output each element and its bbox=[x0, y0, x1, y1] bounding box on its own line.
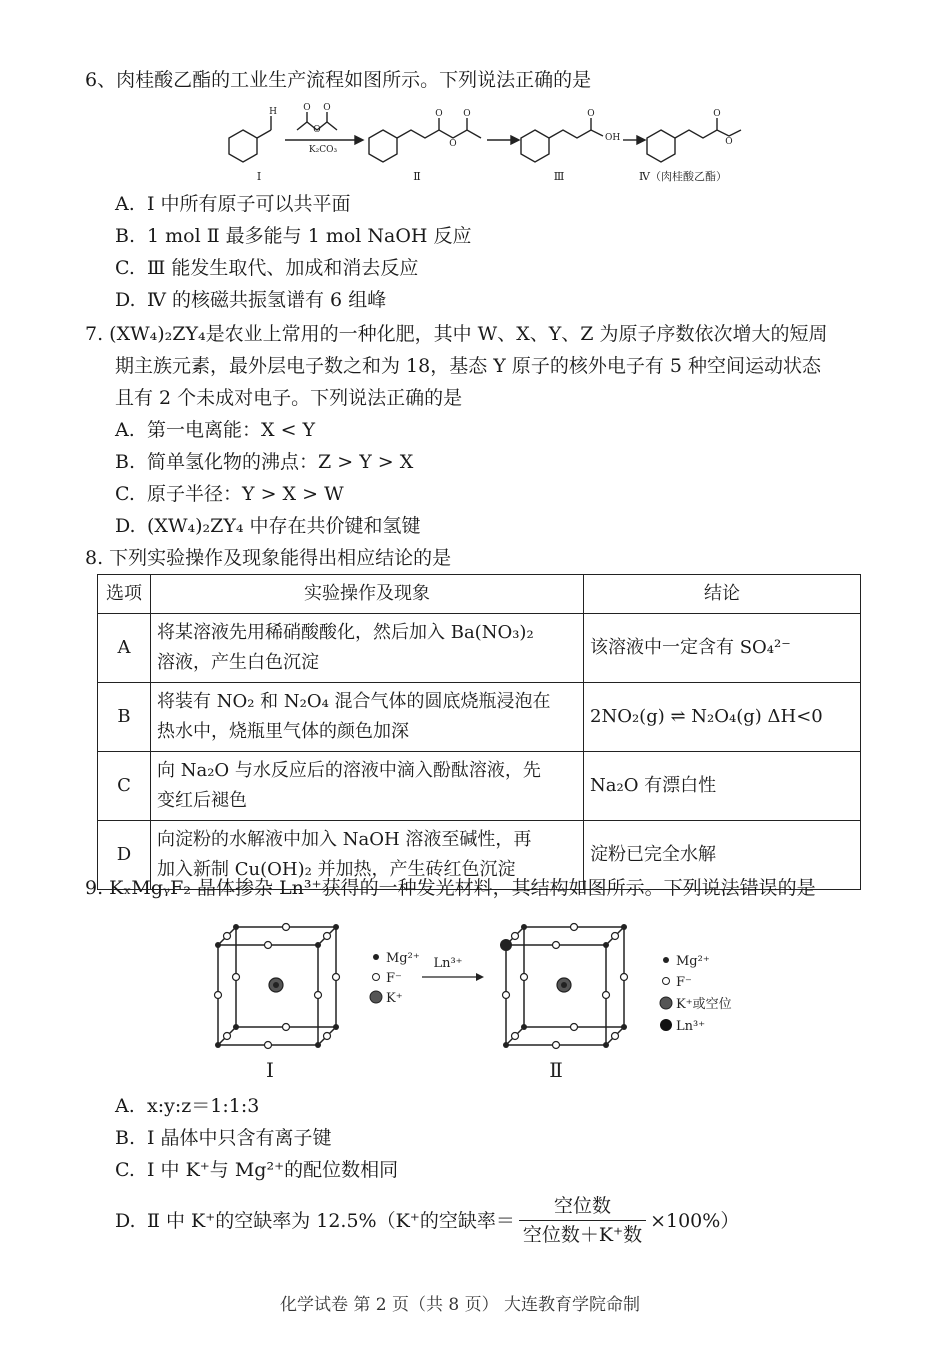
header-operation: 实验操作及现象 bbox=[151, 575, 584, 614]
operation-line: 向淀粉的水解液中加入 NaOH 溶液至碱性，再 bbox=[157, 829, 532, 850]
row-conclusion: 2NO₂(g) ⇌ N₂O₄(g) ΔH<0 bbox=[584, 683, 861, 752]
legend2-f: F⁻ bbox=[676, 975, 692, 990]
header-option: 选项 bbox=[98, 575, 151, 614]
compound-label-2: Ⅱ bbox=[413, 170, 421, 183]
fraction-denominator: 空位数＋K⁺数 bbox=[522, 1224, 643, 1246]
row-option: B bbox=[98, 683, 151, 752]
q6-option-c bbox=[115, 252, 418, 284]
row-option: A bbox=[98, 614, 151, 683]
legend2-mg: Mg²⁺ bbox=[676, 954, 710, 969]
operation-line: 将装有 NO₂ 和 N₂O₄ 混合气体的圆底烧瓶浸泡在 bbox=[157, 691, 551, 712]
oh-label: OH bbox=[605, 133, 621, 143]
svg-text:O: O bbox=[713, 109, 721, 119]
operation-line: 将某溶液先用稀硝酸酸化，然后加入 Ba(NO₃)₂ bbox=[157, 622, 534, 643]
benzene-ring-4 bbox=[647, 130, 675, 162]
row-conclusion: 该溶液中一定含有 SO₄²⁻ bbox=[584, 614, 861, 683]
row-conclusion: 淀粉已完全水解 bbox=[584, 821, 861, 890]
svg-text:O: O bbox=[587, 109, 595, 119]
option-d-prefix: Ⅱ 中 K⁺的空缺率为 12.5%（K⁺的空缺率＝ bbox=[147, 1209, 515, 1232]
q9-option-a bbox=[115, 1090, 259, 1122]
page-footer: 化学试卷 第 2 页（共 8 页） 大连教育学院命制 bbox=[280, 1295, 641, 1315]
option-label: D. bbox=[115, 289, 136, 311]
compound-label-4: Ⅳ（肉桂酸乙酯） bbox=[639, 170, 727, 183]
legend2-k-vacancy: K⁺或空位 bbox=[676, 997, 732, 1012]
row-option: D bbox=[98, 821, 151, 890]
option-label: B. bbox=[115, 225, 136, 247]
option-text: Ⅰ 中 K⁺与 Mg²⁺的配位数相同 bbox=[147, 1159, 399, 1181]
operation-line: 加入新制 Cu(OH)₂ 并加热，产生砖红色沉淀 bbox=[157, 859, 516, 880]
legend1-mg: Mg²⁺ bbox=[386, 951, 420, 966]
svg-text:O: O bbox=[313, 125, 321, 135]
option-text: Ⅲ 能发生取代、加成和消去反应 bbox=[147, 257, 419, 279]
option-label: B. bbox=[115, 1127, 136, 1149]
option-text: Ⅰ 晶体中只含有离子键 bbox=[147, 1127, 332, 1149]
benzene-ring-3 bbox=[521, 130, 549, 162]
option-text: 简单氢化物的沸点：Z > Y > X bbox=[147, 451, 414, 473]
option-text: Ⅰ 中所有原子可以共平面 bbox=[147, 193, 351, 215]
q7-option-c bbox=[115, 478, 344, 510]
vacancy-fraction bbox=[519, 1192, 646, 1249]
fig-label-2: Ⅱ bbox=[549, 1058, 563, 1082]
option-label: C. bbox=[115, 483, 135, 505]
legend2-ln: Ln³⁺ bbox=[676, 1019, 706, 1034]
option-text: (XW₄)₂ZY₄ 中存在共价键和氢键 bbox=[147, 515, 421, 537]
q9-option-d bbox=[115, 1192, 739, 1249]
legend1-f: F⁻ bbox=[386, 971, 402, 986]
q7-stem-line2: 期主族元素，最外层电子数之和为 18，基态 Y 原子的核外电子有 5 种空间运动状态 bbox=[115, 355, 822, 377]
row-operation bbox=[151, 683, 584, 752]
option-label: A. bbox=[115, 193, 135, 215]
option-label: D. bbox=[115, 1209, 136, 1232]
q8-stem: 8. 下列实验操作及现象能得出相应结论的是 bbox=[85, 547, 452, 569]
benzene-ring-1 bbox=[229, 130, 257, 162]
row-conclusion: Na₂O 有漂白性 bbox=[584, 752, 861, 821]
compound-label-3: Ⅲ bbox=[553, 170, 565, 183]
option-label: A. bbox=[115, 1095, 135, 1117]
q7-stem-line3: 且有 2 个未成对电子。下列说法正确的是 bbox=[115, 387, 463, 409]
row-operation bbox=[151, 614, 584, 683]
option-text: x:y:z＝1:1:3 bbox=[147, 1095, 260, 1117]
operation-line: 溶液，产生白色沉淀 bbox=[157, 652, 319, 673]
benzene-ring-2 bbox=[369, 130, 397, 162]
q6-option-a bbox=[115, 188, 351, 220]
q9-stem: 9. KₓMgᵧF₂ 晶体掺杂 Ln³⁺获得的一种发光材料，其结构如图所示。下列说法错误的是 bbox=[85, 877, 816, 899]
q6-option-b bbox=[115, 220, 472, 252]
svg-text:O: O bbox=[449, 139, 457, 149]
q7-option-b bbox=[115, 446, 413, 478]
q9-option-c bbox=[115, 1154, 398, 1186]
svg-text:O: O bbox=[323, 103, 331, 113]
option-text: Ⅳ 的核磁共振氢谱有 6 组峰 bbox=[147, 289, 387, 311]
q6-reaction-scheme bbox=[215, 100, 745, 190]
svg-text:O: O bbox=[725, 137, 733, 147]
option-text: 第一电离能：X < Y bbox=[147, 419, 316, 441]
table-row bbox=[98, 683, 861, 752]
option-label: C. bbox=[115, 257, 135, 279]
option-d-suffix: ×100%） bbox=[650, 1209, 740, 1232]
reagent-label: K₂CO₃ bbox=[308, 145, 338, 155]
legend1-k: K⁺ bbox=[386, 991, 403, 1006]
option-label: C. bbox=[115, 1159, 135, 1181]
header-conclusion: 结论 bbox=[584, 575, 861, 614]
q9-option-b bbox=[115, 1122, 332, 1154]
fraction-numerator: 空位数 bbox=[519, 1192, 646, 1221]
svg-text:O: O bbox=[303, 103, 311, 113]
fig-label-1: Ⅰ bbox=[266, 1058, 274, 1082]
q6-option-d bbox=[115, 284, 386, 316]
svg-text:H: H bbox=[269, 107, 277, 117]
option-label: B. bbox=[115, 451, 136, 473]
row-option: C bbox=[98, 752, 151, 821]
table-header-row bbox=[98, 575, 861, 614]
compound-label-1: Ⅰ bbox=[256, 170, 262, 183]
q7-option-a bbox=[115, 414, 315, 446]
svg-text:O: O bbox=[463, 109, 471, 119]
operation-line: 热水中，烧瓶里气体的颜色加深 bbox=[157, 721, 409, 742]
table-row bbox=[98, 614, 861, 683]
option-text: 1 mol Ⅱ 最多能与 1 mol NaOH 反应 bbox=[147, 225, 472, 247]
table-row bbox=[98, 752, 861, 821]
svg-text:O: O bbox=[435, 109, 443, 119]
operation-line: 向 Na₂O 与水反应后的溶液中滴入酚酞溶液，先 bbox=[157, 760, 541, 781]
experiment-table bbox=[97, 574, 861, 890]
q6-stem: 6、肉桂酸乙酯的工业生产流程如图所示。下列说法正确的是 bbox=[85, 69, 592, 91]
option-text: 原子半径：Y > X > W bbox=[147, 483, 344, 505]
option-label: D. bbox=[115, 515, 136, 537]
q7-option-d bbox=[115, 510, 421, 542]
operation-line: 变红后褪色 bbox=[157, 790, 247, 811]
q7-stem-line1: 7. (XW₄)₂ZY₄是农业上常用的一种化肥，其中 W、X、Y、Z 为原子序数依次增大的短周 bbox=[85, 323, 828, 345]
arrow-label: Ln³⁺ bbox=[433, 956, 463, 971]
row-operation bbox=[151, 752, 584, 821]
option-label: A. bbox=[115, 419, 135, 441]
q9-crystal-figure bbox=[200, 915, 760, 1085]
